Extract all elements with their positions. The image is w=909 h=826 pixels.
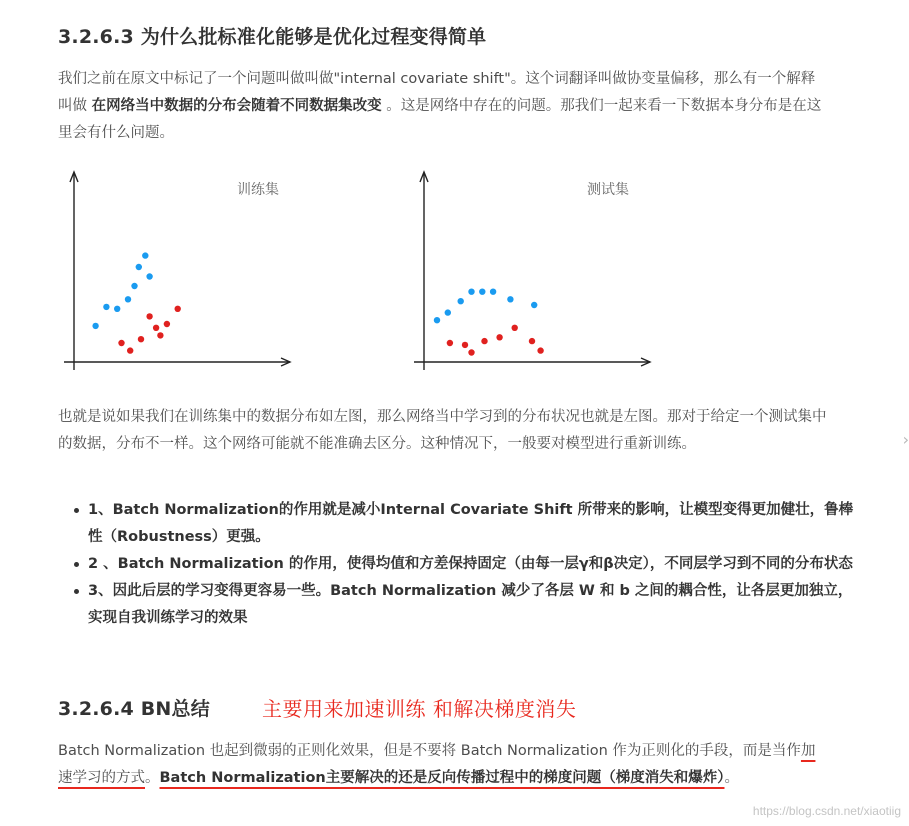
data-point-red <box>157 332 163 338</box>
summary-bold-text: Batch Normalization主要解决的还是反向传播过程中的梯度问题（梯度消失和爆炸） <box>159 770 725 786</box>
data-point-red <box>138 336 144 342</box>
bullet-icon <box>74 508 79 513</box>
bullet-icon <box>74 562 79 567</box>
chart-title: 训练集 <box>237 182 279 198</box>
list-item <box>88 497 858 551</box>
summary-text-start: Batch Normalization 也起到微弱的正则化效果，但是不要将 Batch Normalization 作为正则化的手段，而是当作 <box>58 743 801 759</box>
data-point-red <box>481 338 487 344</box>
data-point-red <box>146 313 152 319</box>
bullet-icon <box>74 589 79 594</box>
data-point-blue <box>125 296 131 302</box>
intro-text-start: 我们之前在原文中标记了一个问题叫做叫做"internal covariate shift"。这个词翻译叫做协变量偏移，那么有一个解释叫做 <box>58 71 816 114</box>
data-point-blue <box>103 304 109 310</box>
data-point-blue <box>507 296 513 302</box>
data-point-blue <box>146 273 152 279</box>
data-point-red <box>164 321 170 327</box>
explanation-paragraph: 也就是说如果我们在训练集中的数据分布如左图，那么网络当中学习到的分布状况也就是左图。那对于给定一个测试集中的数据，分布不一样。这个网络可能就不能准确去区分。这种情况下，一般要对模型进行重新训练。 <box>58 409 827 452</box>
point-text: 2 、Batch Normalization 的作用，使得均值和方差保持固定（由每一层γ和β决定），不同层学习到不同的分布状态 <box>88 556 853 572</box>
summary-paragraph <box>58 738 828 792</box>
distribution-figure-svg <box>58 166 658 378</box>
distribution-figure <box>58 166 658 378</box>
data-point-red <box>447 340 453 346</box>
data-point-blue <box>468 289 474 295</box>
data-point-blue <box>131 283 137 289</box>
data-point-red <box>496 334 502 340</box>
intro-bold-text: 在网络当中数据的分布会随着不同数据集改变 <box>91 98 382 114</box>
data-point-blue <box>92 323 98 329</box>
key-points-list <box>58 497 858 632</box>
data-point-red <box>118 340 124 346</box>
summary-text-mid: 。 <box>145 770 160 786</box>
list-item <box>88 551 858 578</box>
data-point-red <box>153 325 159 331</box>
scatter-panel <box>414 172 650 370</box>
data-point-red <box>468 349 474 355</box>
list-item <box>88 578 858 632</box>
section-heading-3263: 3.2.6.3 为什么批标准化能够是优化过程变得简单 <box>58 26 487 48</box>
point-text: 3、因此后层的学习变得更容易一些。Batch Normalization 减少了各层 W 和 b 之间的耦合性，让各层更加独立，实现自我训练学习的效果 <box>88 583 853 626</box>
data-point-blue <box>434 317 440 323</box>
next-arrow-icon[interactable]: › <box>902 430 909 449</box>
data-point-red <box>529 338 535 344</box>
data-point-blue <box>458 298 464 304</box>
data-point-blue <box>136 264 142 270</box>
data-point-red <box>537 347 543 353</box>
intro-text-end: 。这是网络中存在的问题。那我们一起来看一下数据本身分布是在这里会有什么问题。 <box>58 98 822 141</box>
watermark: https://blog.csdn.net/xiaotiig <box>752 804 901 818</box>
data-point-blue <box>114 306 120 312</box>
data-point-blue <box>445 309 451 315</box>
intro-paragraph <box>58 66 828 147</box>
data-point-red <box>462 342 468 348</box>
data-point-red <box>512 325 518 331</box>
summary-text-end: 。 <box>724 770 739 786</box>
data-point-blue <box>479 289 485 295</box>
underlined-phrase: 加速学习的方式 <box>58 743 816 786</box>
data-point-blue <box>142 252 148 258</box>
data-point-red <box>127 347 133 353</box>
data-point-red <box>175 306 181 312</box>
section-heading-3264: 3.2.6.4 BN总结 <box>58 698 210 720</box>
data-point-blue <box>531 302 537 308</box>
point-text: 1、Batch Normalization的作用就是减小Internal Covariate Shift 所带来的影响，让模型变得更加健壮，鲁棒性（Robustness）更强。 <box>88 502 854 545</box>
chart-title: 测试集 <box>587 182 629 198</box>
scatter-panel <box>64 172 290 370</box>
data-point-blue <box>490 289 496 295</box>
red-handwritten-annotation: 主要用来加速训练 和解决梯度消失 <box>262 697 577 721</box>
